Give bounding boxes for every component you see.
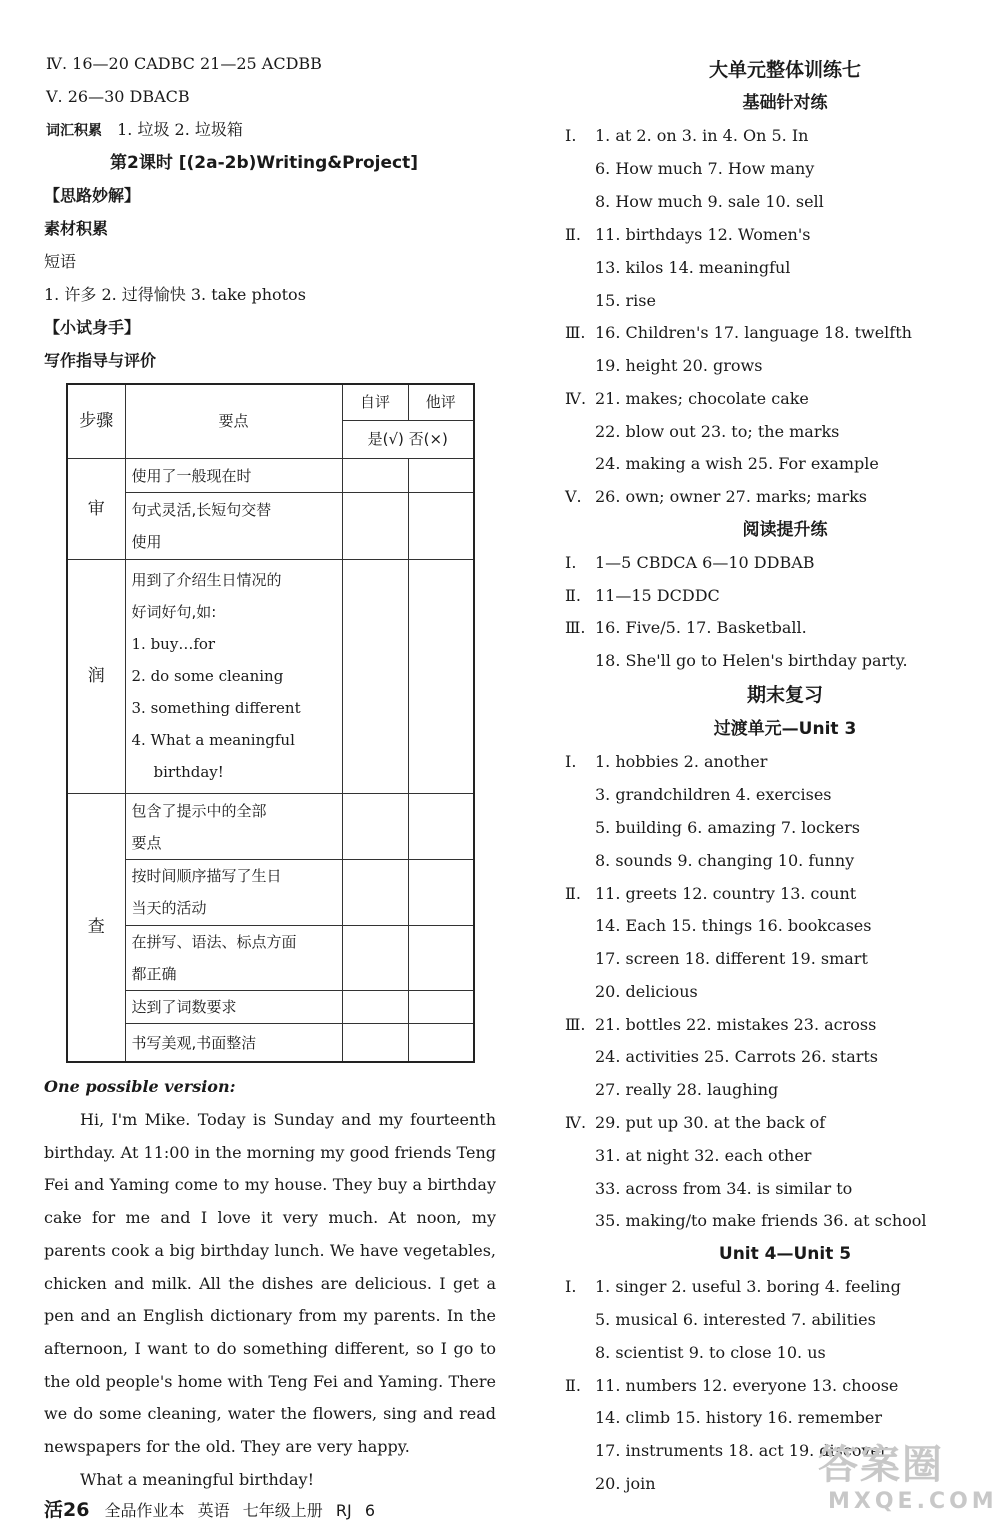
reading-practice-heading: 阅读提升练 [742, 520, 828, 540]
self-cell [342, 1024, 408, 1062]
answer-line: 17. instruments 18. act 19. discover [595, 1441, 888, 1460]
version-label: One possible version: [44, 1077, 236, 1096]
other-cell [408, 493, 474, 559]
point-cell: 书写美观,书面整洁 [125, 1024, 342, 1062]
essay-paragraph: Hi, I'm Mike. Today is Sunday and my fourteenth birthday. At 11:00 in the morning my good friends Teng Fei and Yaming come to my house. They buy a birthday cake for me and I love it very much. At noon, my parents cook a big birthday lunch. We have vegetables, chicken and milk. All the dishes are delicious. I get a pen and an English dictionary from my parents. In the afternoon, I want to do something different, so I go to the old people's home with Teng Fei and Yaming. There we do some cleaning, water the flowers, sing and read newspapers for the old. They are very happy. [44, 1110, 496, 1457]
point-cell: 达到了词数要求 [125, 991, 342, 1024]
answer-line: 8. scientist 9. to close 10. us [595, 1343, 826, 1362]
answer-line: Ⅲ. 21. bottles 22. mistakes 23. across [565, 1015, 877, 1034]
self-cell [342, 458, 408, 492]
self-cell [342, 925, 408, 990]
material-heading: 素材积累 [44, 219, 109, 238]
guide-heading: 写作指导与评价 [44, 351, 157, 370]
answer-line: 20. delicious [595, 982, 698, 1001]
subject: 英语 [197, 1501, 230, 1520]
watermark-logo: 答案圈 MXQE.COM [818, 1442, 998, 1514]
other-cell [408, 458, 474, 492]
point-cell: 按时间顺序描写了生日 当天的活动 [125, 860, 342, 925]
book-name: 全品作业本 [104, 1501, 185, 1520]
other-cell [408, 793, 474, 859]
header-yes-no: 是(√) 否(×) [342, 420, 474, 458]
answer-line: 14. Each 15. things 16. bookcases [595, 916, 872, 935]
answer-line: 17. screen 18. different 19. smart [595, 949, 868, 968]
answer-line: 3. grandchildren 4. exercises [595, 785, 832, 804]
point-cell: 包含了提示中的全部 要点 [125, 793, 342, 859]
self-cell [342, 793, 408, 859]
answer-line: 13. kilos 14. meaningful [595, 258, 791, 277]
page-footer [44, 1495, 383, 1522]
point-cell: 在拼写、语法、标点方面 都正确 [125, 925, 342, 990]
header-step: 步骤 [67, 384, 125, 458]
transition-unit-heading: 过渡单元—Unit 3 [713, 719, 857, 739]
vocab-label: 词汇积累 [46, 123, 102, 139]
final-review-title: 期末复习 [746, 684, 823, 706]
answer-line: 20. join [595, 1474, 656, 1493]
point-cell: 使用了一般现在时 [125, 458, 342, 492]
try-heading: 【小试身手】 [44, 318, 141, 337]
answer-line: 8. How much 9. sale 10. sell [595, 192, 824, 211]
other-cell [408, 1024, 474, 1062]
answer-line: Ⅳ. 21. makes; chocolate cake [565, 389, 809, 408]
answer-line: 15. rise [595, 291, 656, 310]
header-self: 自评 [342, 384, 408, 420]
unit4-5-heading: Unit 4—Unit 5 [718, 1244, 852, 1264]
answer-line: Ⅴ. 26. own; owner 27. marks; marks [565, 487, 868, 506]
answer-line: Ⅱ. 11. numbers 12. everyone 13. choose [565, 1376, 899, 1395]
answer-line: 5. building 6. amazing 7. lockers [595, 818, 860, 837]
vocab-line [46, 119, 243, 142]
self-cell [342, 860, 408, 925]
phrase-items: 1. 许多 2. 过得愉快 3. take photos [44, 285, 306, 304]
answer-line: 8. sounds 9. changing 10. funny [595, 851, 855, 870]
answer-line: Ⅱ. 11—15 DCDDC [565, 586, 720, 605]
footer-number: 6 [364, 1501, 375, 1520]
answer-line: 19. height 20. grows [595, 356, 763, 375]
answer-line: Ⅰ. 1. singer 2. useful 3. boring 4. feeling [565, 1277, 901, 1296]
answer-line: Ⅱ. 11. birthdays 12. Women's [565, 225, 811, 244]
essay-closing: What a meaningful birthday! [80, 1470, 314, 1489]
other-cell [408, 925, 474, 990]
answer-line: 22. blow out 23. to; the marks [595, 422, 840, 441]
self-cell [342, 991, 408, 1024]
answer-line: 27. really 28. laughing [595, 1080, 779, 1099]
answer-line: 18. She'll go to Helen's birthday party. [595, 651, 908, 670]
answer-line: 24. activities 25. Carrots 26. starts [595, 1047, 879, 1066]
unit-training-title: 大单元整体训练七 [708, 59, 861, 81]
answer-line: 24. making a wish 25. For example [595, 454, 879, 473]
step-cha: 查 [67, 793, 125, 1062]
answer-line: Ⅳ. 29. put up 30. at the back of [565, 1113, 826, 1132]
other-cell [408, 559, 474, 793]
answer-line: Ⅱ. 11. greets 12. country 13. count [565, 884, 857, 903]
header-other: 他评 [408, 384, 474, 420]
other-cell [408, 991, 474, 1024]
answer-line: Ⅲ. 16. Children's 17. language 18. twelfth [565, 323, 912, 342]
answer-line: Ⅰ. 1—5 CBDCA 6—10 DDBAB [565, 553, 815, 572]
evaluation-table [66, 383, 475, 1063]
answer-line: 35. making/to make friends 36. at school [595, 1211, 927, 1230]
page-number: 活26 [44, 1499, 90, 1521]
step-shen: 审 [67, 458, 125, 559]
answer-line: 5. musical 6. interested 7. abilities [595, 1310, 876, 1329]
step-run: 润 [67, 559, 125, 793]
phrase-heading: 短语 [44, 252, 77, 271]
answer-line: 14. climb 15. history 16. remember [595, 1408, 883, 1427]
self-cell [342, 559, 408, 793]
vocab-text: 1. 垃圾 2. 垃圾箱 [117, 120, 243, 139]
basic-practice-heading: 基础针对练 [742, 93, 828, 113]
grade: 七年级上册 [242, 1501, 323, 1520]
answer-line-v: Ⅴ. 26—30 DBACB [46, 87, 190, 106]
edition: RJ [335, 1501, 352, 1520]
header-points: 要点 [125, 384, 342, 458]
answer-line-iv: Ⅳ. 16—20 CADBC 21—25 ACDBB [46, 54, 322, 73]
answer-line: 33. across from 34. is similar to [595, 1179, 853, 1198]
answer-line: 6. How much 7. How many [595, 159, 815, 178]
answer-line: Ⅰ. 1. at 2. on 3. in 4. On 5. In [565, 126, 809, 145]
point-cell: 用到了介绍生日情况的 好词好句,如: 1. buy…for 2. do some cleaning 3. something different 4. What a meaningful birthday! [125, 559, 342, 793]
lesson-title: 第2课时 [(2a-2b)Writing&Project] [110, 153, 418, 173]
other-cell [408, 860, 474, 925]
self-cell [342, 493, 408, 559]
answer-line: Ⅲ. 16. Five/5. 17. Basketball. [565, 618, 807, 637]
answer-line: Ⅰ. 1. hobbies 2. another [565, 752, 768, 771]
thinking-heading: 【思路妙解】 [44, 186, 141, 205]
answer-line: 31. at night 32. each other [595, 1146, 812, 1165]
point-cell: 句式灵活,长短句交替 使用 [125, 493, 342, 559]
